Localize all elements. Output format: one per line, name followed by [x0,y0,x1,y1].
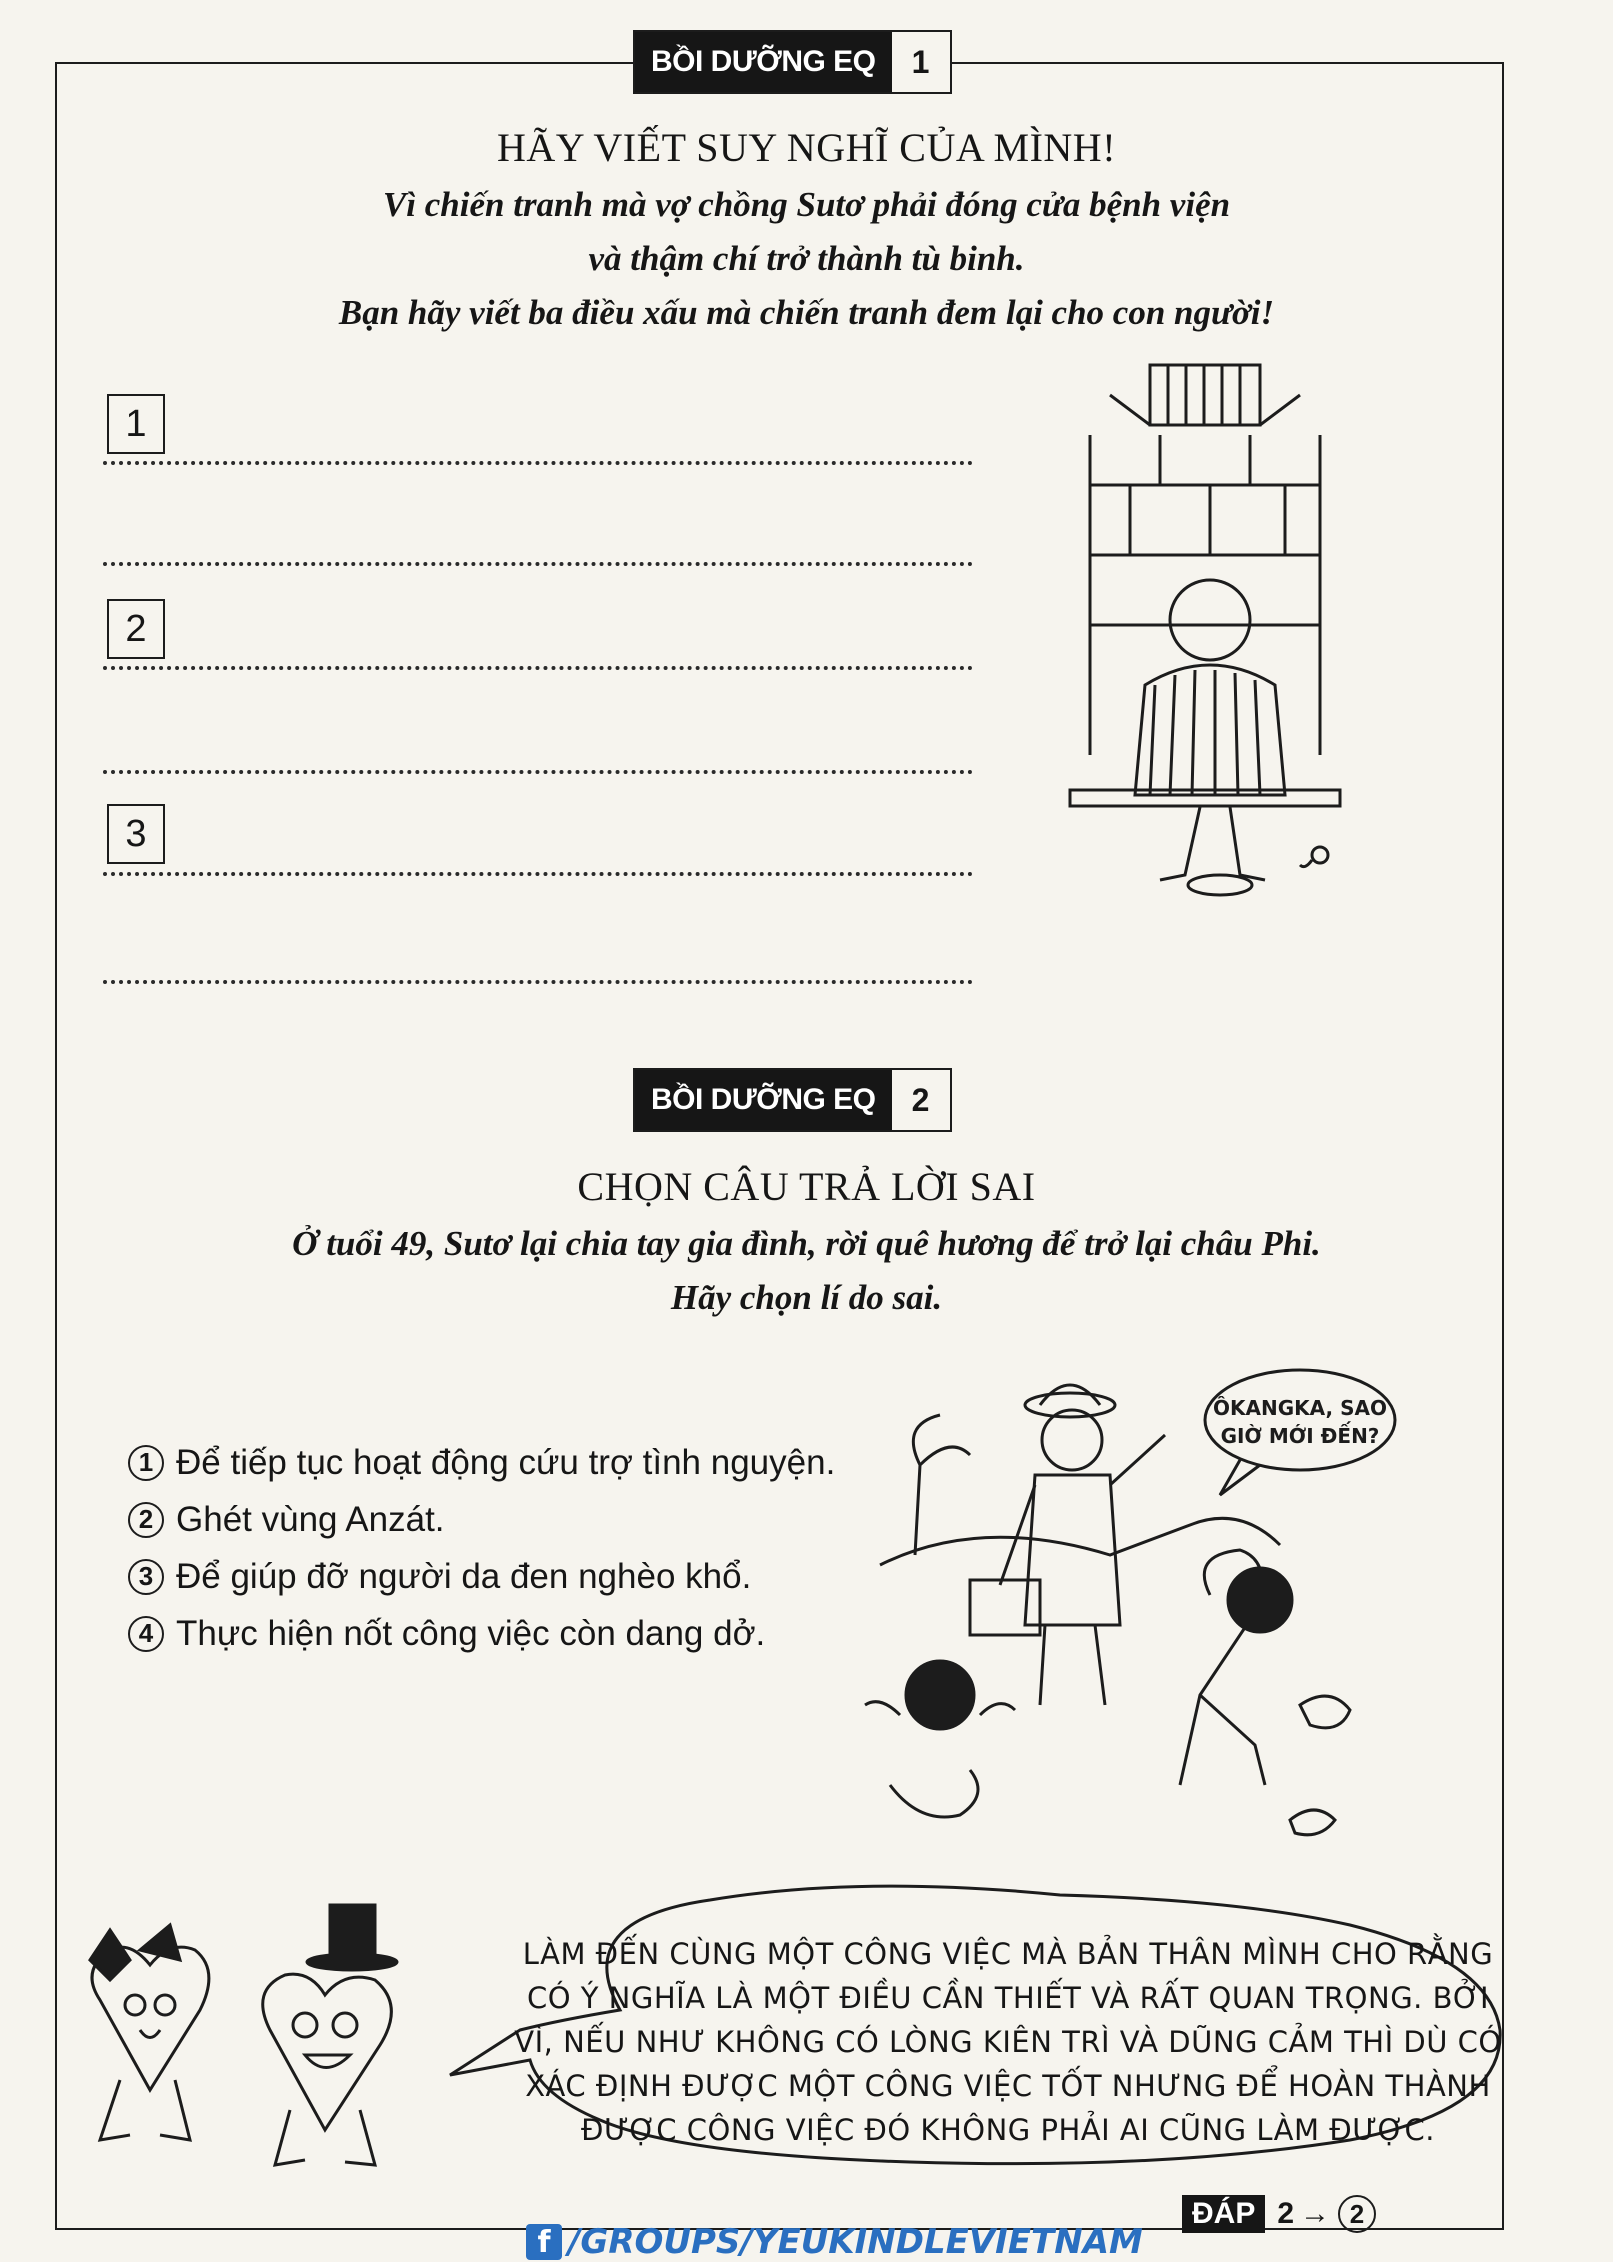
section2-prompt-line-1: Ở tuổi 49, Sutơ lại chia tay gia đình, rời quê hương để trở lại châu Phi. [292,1224,1321,1263]
africa-comic-illustration [860,1365,1430,1855]
option-number-badge: 3 [128,1559,164,1595]
option-number-badge: 2 [128,1502,164,1538]
option-text: Thực hiện nốt công việc còn dang dở. [176,1613,766,1653]
bubble-line: ĐƯỢC CÔNG VIỆC ĐÓ KHÔNG PHẢI AI CŨNG LÀM ĐƯỢC. [580,2113,1436,2147]
footer-text: /GROUPS/YEUKINDLEVIETNAM [568,2222,1143,2262]
option-text: Để giúp đỡ người da đen nghèo khổ. [176,1556,752,1596]
eq-badge-2 [633,1068,952,1132]
answer-line[interactable] [103,461,973,465]
section2-prompt-line-2: Hãy chọn lí do sai. [670,1278,943,1317]
answer-number-3: 3 [107,804,165,864]
footer-watermark [526,2222,1143,2262]
answer-label: ĐÁP [1182,2195,1265,2233]
option-item[interactable] [128,1434,835,1491]
option-number-badge: 4 [128,1616,164,1652]
section1-title: HÃY VIẾT SUY NGHĨ CỦA MÌNH! [496,125,1117,170]
answer-key [1182,2195,1376,2233]
section1-prompt-line-2: và thậm chí trở thành tù binh. [588,239,1025,278]
badge-number: 2 [911,1082,930,1118]
answer-choice-badge: 2 [1338,2195,1376,2233]
badge-number: 1 [911,44,930,80]
answer-number-1: 1 [107,394,165,454]
option-text: Ghét vùng Anzát. [176,1499,445,1539]
answer-line[interactable] [103,980,973,984]
option-item[interactable] [128,1491,835,1548]
bubble-line: XÁC ĐỊNH ĐƯỢC MỘT CÔNG VIỆC TỐT NHƯNG ĐỂ HOÀN THÀNH [525,2069,1491,2103]
arrow-icon: → [1300,2197,1331,2230]
answer-question: 2 [1277,2197,1295,2230]
speech-bubble-text [508,1932,1508,2152]
options-list [128,1434,835,1662]
prisoner-illustration [1050,355,1380,905]
answer-line[interactable] [103,562,973,566]
bubble-line: VÌ, NẾU NHƯ KHÔNG CÓ LÒNG KIÊN TRÌ VÀ DŨNG CẢM THÌ DÙ CÓ [514,2025,1502,2059]
eq-badge-1 [633,30,952,94]
section1-prompt-line-3: Bạn hãy viết ba điều xấu mà chiến tranh đem lại cho con người! [338,293,1275,332]
facebook-icon: f [526,2224,562,2260]
bubble-line: LÀM ĐẾN CÙNG MỘT CÔNG VIỆC MÀ BẢN THÂN MÌNH CHO RẰNG [522,1937,1494,1971]
option-text: Để tiếp tục hoạt động cứu trợ tình nguyện. [176,1442,836,1482]
badge-label: BỒI DƯỠNG EQ [635,1070,892,1130]
option-item[interactable] [128,1548,835,1605]
option-number-badge: 1 [128,1445,164,1481]
answer-line[interactable] [103,666,973,670]
bubble-line: CÓ Ý NGHĨA LÀ MỘT ĐIỀU CẦN THIẾT VÀ RẤT QUAN TRỌNG. BỞI [526,1981,1490,2015]
section1-prompt-line-1: Vì chiến tranh mà vợ chồng Sutơ phải đóng cửa bệnh viện [382,185,1231,224]
section2-title: CHỌN CÂU TRẢ LỜI SAI [577,1164,1036,1209]
answer-line[interactable] [103,770,973,774]
comic-speech-line-2: GIỜ MỚI ĐẾN? [1220,1424,1380,1448]
answer-number-2: 2 [107,599,165,659]
badge-label: BỒI DƯỠNG EQ [635,32,892,92]
answer-line[interactable] [103,872,973,876]
comic-speech-line-1: ÔKANGKA, SAO [1213,1396,1387,1420]
option-item[interactable] [128,1605,835,1662]
